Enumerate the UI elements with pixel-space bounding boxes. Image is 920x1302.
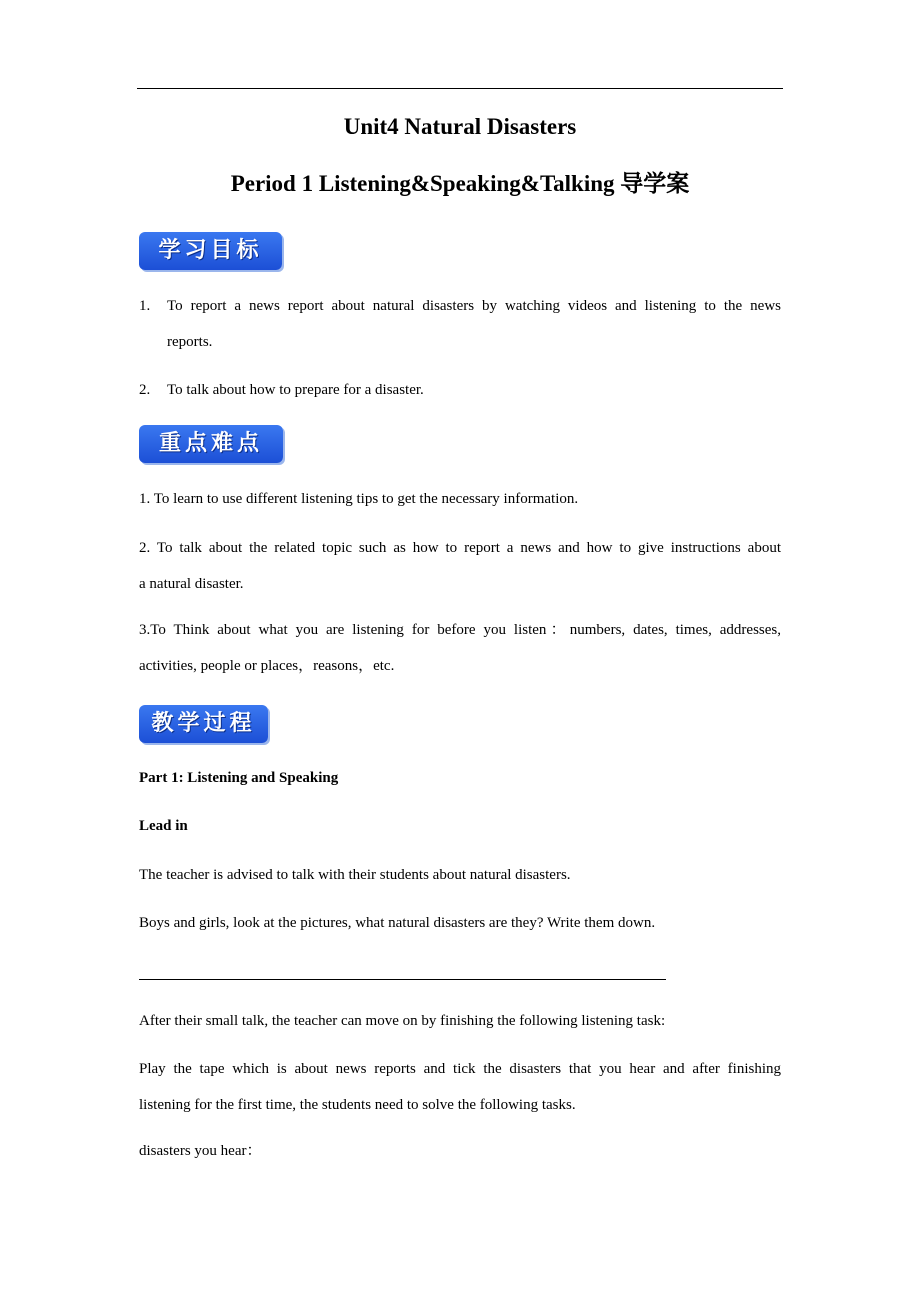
objective-1-line-2: reports.	[167, 334, 213, 350]
answer-blank-line[interactable]	[139, 979, 666, 980]
key-point-3-line-2: activities, people or places，reasons，etc.	[139, 658, 395, 674]
lead-in-heading: Lead in	[139, 818, 188, 834]
key-points-badge: 重点难点	[139, 425, 283, 463]
key-point-3-line-1: 3.To Think about what you are listening for before you listen：numbers, dates, times, addresses,	[139, 622, 781, 638]
objective-1-line-1: To report a news report about natural disasters by watching videos and listening to the news	[167, 298, 781, 314]
key-point-1: 1. To learn to use different listening tips to get the necessary information.	[139, 491, 579, 507]
paragraph-play-tape-line-1: Play the tape which is about news reports and tick the disasters that you hear and after finishing	[139, 1061, 781, 1077]
disasters-you-hear-label: disasters you hear：	[139, 1143, 262, 1159]
objective-2-line-1: To talk about how to prepare for a disaster.	[167, 382, 424, 398]
paragraph-play-tape-line-2: listening for the first time, the students need to solve the following tasks.	[139, 1097, 576, 1113]
objective-number-2: 2.	[139, 382, 151, 398]
paragraph-small-talk: After their small talk, the teacher can move on by finishing the following listening task:	[139, 1013, 666, 1029]
paragraph-pictures-question: Boys and girls, look at the pictures, what natural disasters are they? Write them down.	[139, 915, 656, 931]
key-point-2-line-2: a natural disaster.	[139, 576, 244, 592]
key-point-2-line-1: 2. To talk about the related topic such as how to report a news and how to give instructions about	[139, 540, 781, 556]
document-subtitle: Period 1 Listening&Speaking&Talking 导学案	[230, 171, 690, 196]
part1-heading: Part 1: Listening and Speaking	[139, 770, 339, 786]
objective-number-1: 1.	[139, 298, 151, 314]
process-badge: 教学过程	[139, 705, 268, 743]
objectives-badge: 学习目标	[139, 232, 282, 270]
document-title: Unit4 Natural Disasters	[343, 114, 577, 139]
paragraph-teacher-advice: The teacher is advised to talk with their students about natural disasters.	[139, 867, 571, 883]
header-rule	[137, 88, 783, 89]
